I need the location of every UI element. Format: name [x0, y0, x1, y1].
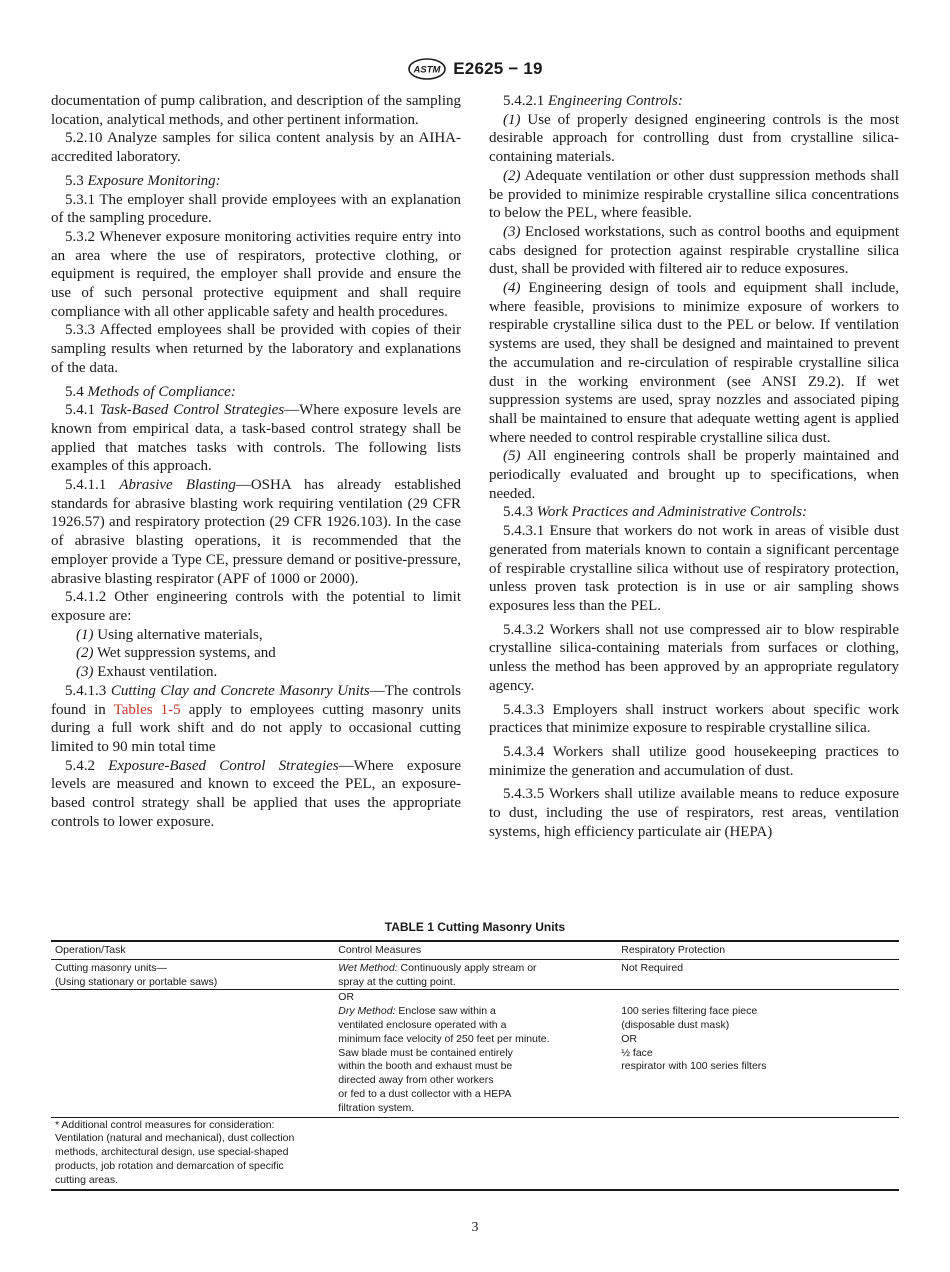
paragraph-5-4-3-3: 5.4.3.3 Employers shall instruct workers about specific work practices that minimize exposure to respirable crystalline silica. — [489, 701, 899, 737]
column-header: Respiratory Protection — [617, 941, 899, 959]
section-heading-5-4-3: 5.4.3 Work Practices and Administrative Controls: — [503, 504, 808, 521]
paragraph-5-4-1-2: 5.4.1.2 Other engineering controls with the potential to limit exposure are: — [51, 589, 461, 624]
standard-designation: E2625 − 19 — [453, 59, 543, 78]
list-item: (2) Wet suppression systems, and — [76, 645, 276, 662]
column-header: Operation/Task — [51, 941, 334, 959]
paragraph-5-3-2: 5.3.2 Whenever exposure monitoring activities require entry into an area where the use of respirators, protective clothing, or equipment is required, the employer shall provide and ensure the use of such personal protective equipment and shall require compliance with all other applicable safety and health procedures. — [51, 228, 461, 320]
paragraph-5-4-2: 5.4.2 Exposure-Based Control Strategies—Where exposure levels are measured and known to exceed the PEL, an exposure-based control strategy shall be applied that uses the appropriate controls to lower exposure. — [51, 757, 461, 830]
astm-logo — [407, 58, 447, 80]
paragraph-5-4-1: 5.4.1 Task-Based Control Strategies—Where exposure levels are known from empirical data, a task-based control strategy shall be applied that matches tasks with controls. The following lists examples of this approach. — [51, 402, 461, 475]
list-item: (3) Exhaust ventilation. — [76, 664, 218, 681]
tables-link[interactable]: Tables 1-5 — [113, 701, 181, 718]
list-paragraph: (2) Adequate ventilation or other dust suppression methods shall be provided to minimize respirable crystalline silica concentrations to below the PEL, where feasible. — [489, 167, 899, 222]
svg-text:ASTM: ASTM — [413, 64, 441, 76]
paragraph-5-4-3-4: 5.4.3.4 Workers shall utilize good housekeeping practices to minimize the generation and accumulation of dust. — [489, 743, 899, 779]
table-cell — [617, 1117, 899, 1189]
paragraph-5-4-3-2: 5.4.3.2 Workers shall not use compressed air to blow respirable crystalline silica-containing materials from surfaces or clothing, unless the method has been approved by an appropriate regulatory agency. — [489, 621, 899, 694]
page-number: 3 — [471, 1220, 479, 1235]
paragraph-5-3-1: 5.3.1 The employer shall provide employees with an explanation of the sampling procedure. — [51, 191, 461, 227]
list-paragraph: (5) All engineering controls shall be properly maintained and periodically evaluated and brought up to specifications, when needed. — [489, 448, 899, 502]
column-header: Control Measures — [334, 941, 617, 959]
paragraph-5-4-3-5: 5.4.3.5 Workers shall utilize available means to reduce exposure to dust, including the use of respirators, rest areas, ventilation systems, high efficiency particulate air (HEPA) — [489, 786, 899, 840]
table-header-row — [51, 941, 899, 959]
table-row — [51, 990, 899, 1117]
paragraph-5-3-3: 5.3.3 Affected employees shall be provided with copies of their sampling results when returned by the laboratory and explanations of the data. — [51, 322, 461, 376]
left-column — [51, 92, 461, 831]
section-heading-5-3: 5.3 Exposure Monitoring: — [65, 172, 221, 189]
list-item: (1) Using alternative materials, — [76, 626, 263, 643]
table-cell: Cutting masonry units— (Using stationary or portable saws) — [51, 959, 334, 990]
paragraph-5-4-1-3: 5.4.1.3 Cutting Clay and Concrete Masonry Units—The controls found in Tables 1-5 apply to employees cutting masonry units during a full work shift and do not apply to occasional cutting limited to 90 min total time — [51, 682, 461, 755]
table-cell — [51, 990, 334, 1117]
page-header — [0, 56, 950, 82]
table-cell: OR Dry Method: Enclose saw within a ventilated enclosure operated with a minimum face velocity of 250 feet per minute. Saw blade must be contained entirely within the booth and exhaust must be directed away from other workers or fed to a dust collector with a HEPA filtration system. — [334, 990, 617, 1117]
right-column — [489, 92, 899, 841]
table-cell: Wet Method: Continuously apply stream or spray at the cutting point. — [334, 959, 617, 990]
paragraph-5-4-3-1: 5.4.3.1 Ensure that workers do not work in areas of visible dust generated from materials known to contain a significant percentage of respirable crystalline silica without use of respiratory protection, unless proven task protection is in use or air sampling shows exposures less than the PEL. — [489, 523, 899, 614]
table-cell: 100 series filtering face piece (disposable dust mask) OR ½ face respirator with 100 series filters — [617, 990, 899, 1117]
paragraph-5-4-1-1: 5.4.1.1 Abrasive Blasting—OSHA has already established standards for abrasive blasting work requiring ventilation (29 CFR 1926.57) and respiratory protection (29 CFR 1926.103). In the case of abrasive blasting operations, it is recommended that the employer provide a Type CE, pressure demand or positive-pressure, abrasive blasting respirator (APF of 1000 or 2000). — [51, 477, 461, 587]
list-paragraph: (4) Engineering design of tools and equipment shall include, where feasible, provisions to minimize exposure of workers to respirable crystalline silica dust to the PEL or below. If ventilation systems are used, they shall be designed and maintained to prevent the accumulation and re-circulation of respirable crystalline silica dust in the working environment (see ANSI Z9.2). If wet suppression systems are used, spray nozzles and associated piping shall be maintained to ensure that adequate wetting agent is applied where needed to control respirable crystalline silica dust. — [489, 280, 899, 446]
table-row — [51, 959, 899, 990]
list-paragraph: (1) Use of properly designed engineering controls is the most desirable approach for controlling dust from crystalline silica-containing materials. — [489, 111, 899, 166]
cutting-masonry-table — [51, 940, 899, 1191]
table-cell: Not Required — [617, 959, 899, 990]
table-footnote-row — [51, 1117, 899, 1189]
table-footnote: * Additional control measures for consideration: Ventilation (natural and mechanical), dust collection methods, architectural design, use special-shaped products, job rotation and demarcation of specific cutting areas. — [51, 1117, 334, 1189]
table-title: TABLE 1 Cutting Masonry Units — [384, 920, 566, 934]
section-heading-5-4: 5.4 Methods of Compliance: — [65, 383, 236, 400]
table-cell — [334, 1117, 617, 1189]
paragraph: documentation of pump calibration, and description of the sampling location, analytical methods, and other pertinent information. — [51, 93, 461, 128]
list-paragraph: (3) Enclosed workstations, such as control booths and equipment cabs designed for protection against respirable crystalline silica dust, shall be provided with filtered air to reduce exposures. — [489, 223, 899, 278]
section-heading-5-4-2-1: 5.4.2.1 Engineering Controls: — [503, 93, 683, 109]
paragraph-5-2-10: 5.2.10 Analyze samples for silica content analysis by an AIHA-accredited laboratory. — [51, 130, 461, 166]
